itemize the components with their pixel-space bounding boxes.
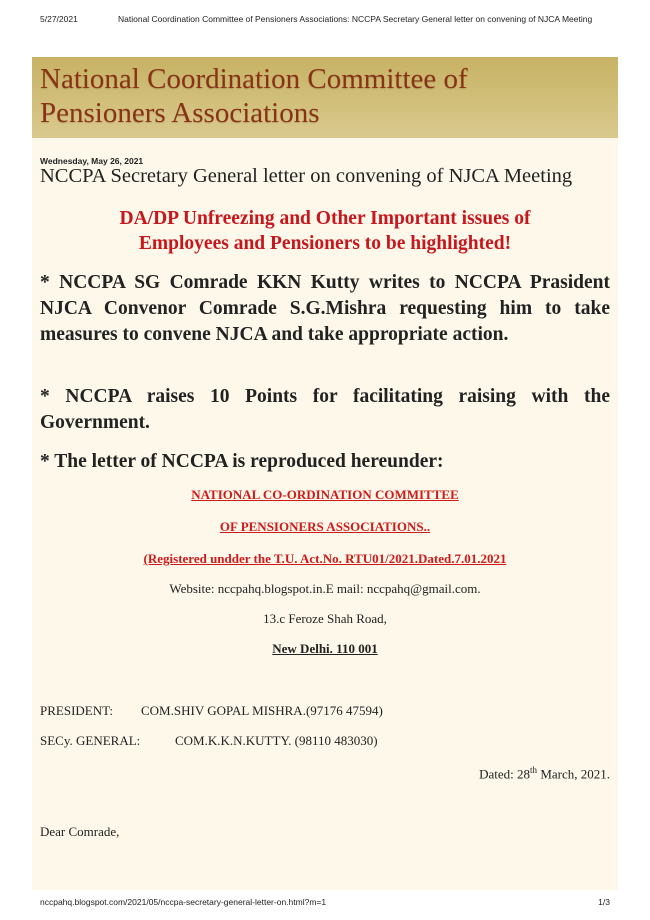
- president-value: COM.SHIV GOPAL MISHRA.(97176 47594): [141, 703, 383, 718]
- letter-date: Dated: 28th March, 2021.: [479, 765, 610, 782]
- sg-label: SECy. GENERAL:: [40, 733, 141, 748]
- letter-address2: New Delhi. 110 001: [272, 641, 378, 656]
- paragraph-3: * The letter of NCCPA is reproduced hereunder:: [40, 451, 444, 472]
- print-footer: [40, 897, 610, 907]
- page-number: 1/3: [598, 897, 610, 907]
- print-page-title: National Coordination Committee of Pensioners Associations: NCCPA Secretary General letter on convening of NJCA Meeting: [118, 14, 593, 24]
- print-date: 5/27/2021: [40, 14, 78, 24]
- president-label: PRESIDENT:: [40, 703, 114, 718]
- letter-org-line2: OF PENSIONERS ASSOCIATIONS..: [219, 519, 431, 534]
- letter-org-line1: NATIONAL CO-ORDINATION COMMITTEE: [191, 487, 459, 502]
- letter-address1: 13.c Feroze Shah Road,: [263, 611, 387, 626]
- post-title: NCCPA Secretary General letter on convening of NJCA Meeting: [40, 165, 573, 187]
- print-url: nccpahq.blogspot.com/2021/05/nccpa-secretary-general-letter-on.html?m=1: [40, 897, 327, 907]
- post-content: [32, 138, 618, 890]
- blog-header: [32, 57, 618, 138]
- paragraph-2: * NCCPA raises 10 Points for facilitating raising with the Government.: [40, 386, 610, 433]
- letter-registration: (Registered undder the T.U. Act.No. RTU01/2021.Dated.7.01.2021: [143, 551, 507, 566]
- blog-title[interactable]: National Coordination Committee of Pensioners Associations: [40, 63, 468, 129]
- sg-value: COM.K.K.N.KUTTY. (98110 483030): [175, 733, 378, 748]
- letter-contact: Website: nccpahq.blogspot.in.E mail: nccpahq@gmail.com.: [169, 581, 481, 596]
- post-headline: DA/DP Unfreezing and Other Important issues of Employees and Pensioners to be highlighted!: [119, 208, 531, 254]
- paragraph-1: * NCCPA SG Comrade KKN Kutty writes to NCCPA Prasident NJCA Convenor Comrade S.G.Mishra requesting him to take measures to convene NJCA and take appropriate action.: [40, 272, 610, 345]
- salutation: Dear Comrade,: [40, 824, 120, 839]
- post-date: Wednesday, May 26, 2021: [40, 156, 144, 166]
